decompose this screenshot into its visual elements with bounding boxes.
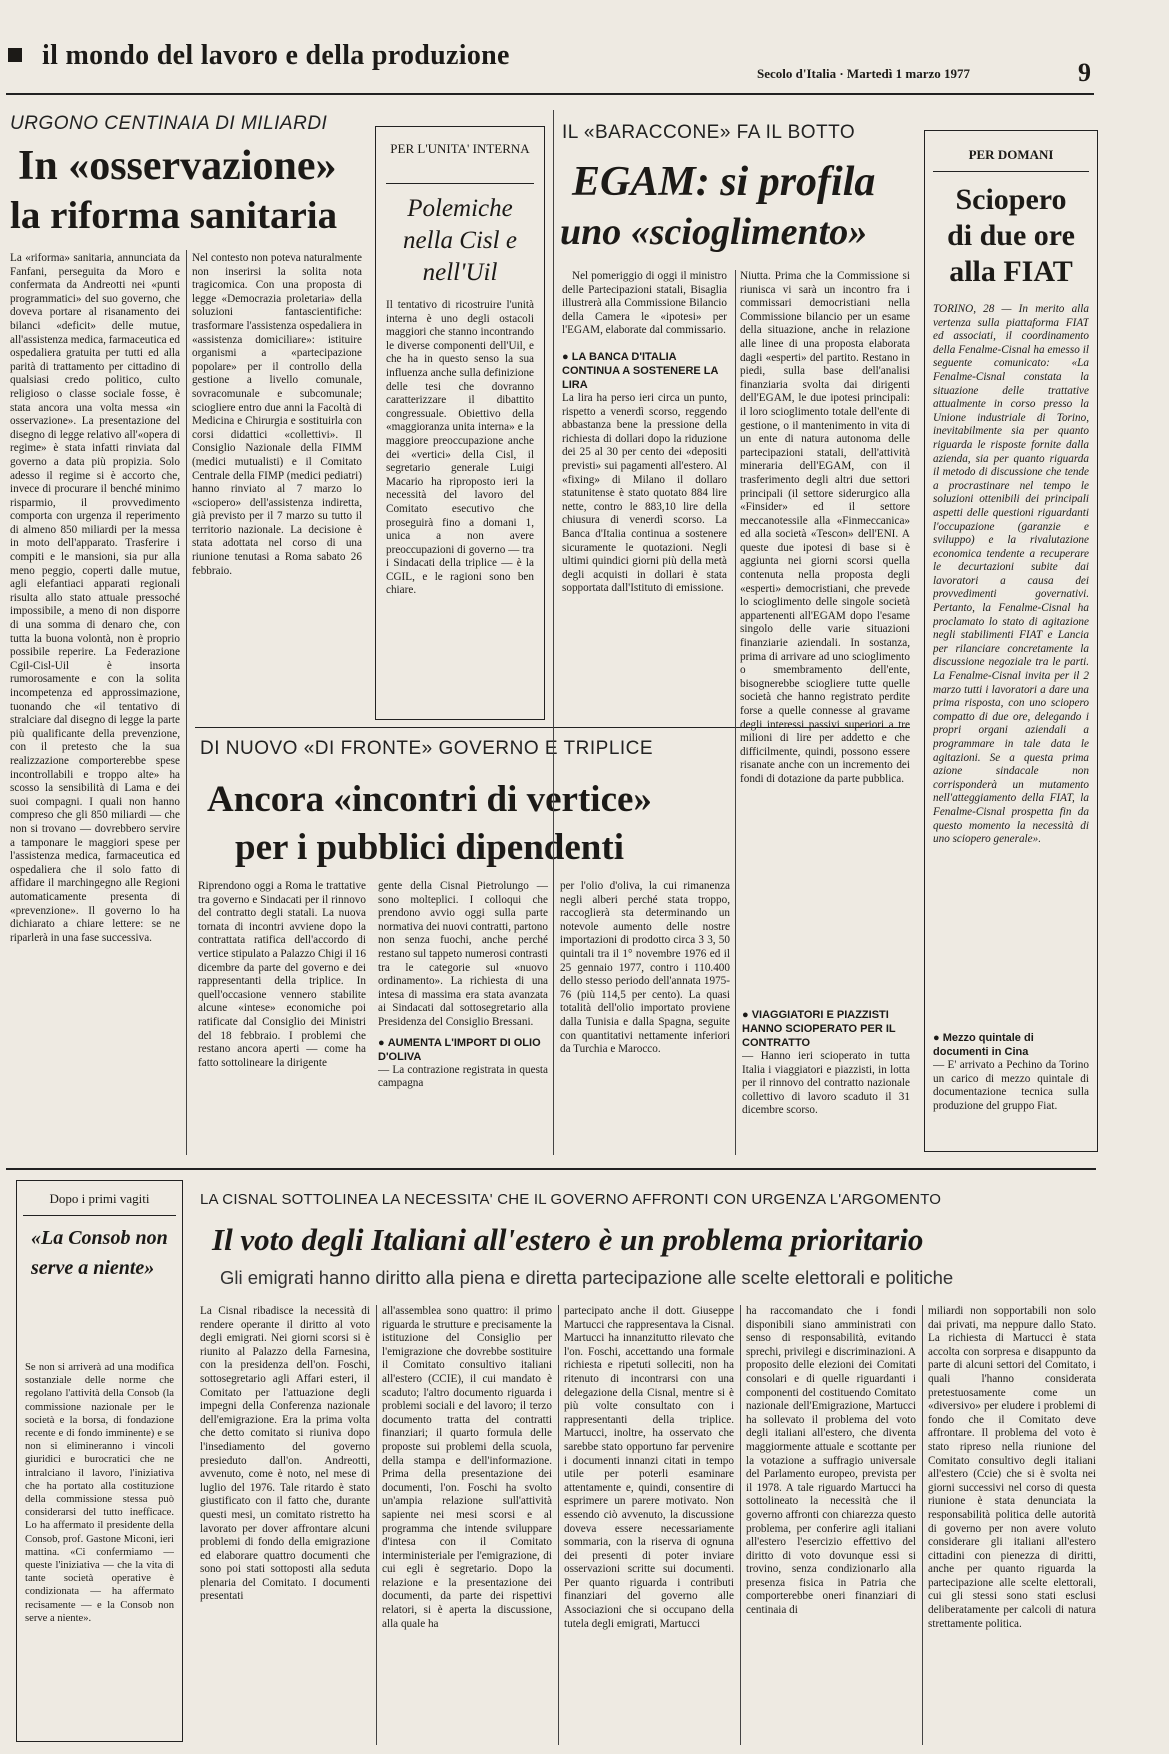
consob-heading: Dopo i primi vagiti <box>49 1191 150 1206</box>
fiat-bullet-body: — E' arrivato a Pechino da Torino un carico di mezzo quintale di documentazione tecnica sulla produzione del gruppo Fiat. <box>933 1059 1089 1112</box>
unita-body: Il tentativo di ricostruire l'unità interna è uno degli ostacoli maggiori che stanno incontrando le diverse componenti dell'Uil, e che ha in questo senso la sua influenza anche sulla definizione delle tesi che dovranno caratterizzare il dibattito congressuale. Obiettivo della «maggioranza unita interna» e la maggiore preoccupazione anche dei «vertici» della Cisl, il segretario generale Luigi Macario ha riproposto ieri la necessità del lavoro del Comitato esecutivo che proseguirà fino a domani 1, unica a non avere preoccupazioni di governo — tra i Sindacati della triplice — è la CGIL, e le ragioni sono ben chiare. <box>386 299 534 597</box>
voto-kicker: LA CISNAL SOTTOLINEA LA NECESSITA' CHE IL GOVERNO AFFRONTI CON URGENZA L'ARGOMENTO <box>200 1191 942 1208</box>
fiat-body: TORINO, 28 — In merito alla vertenza sulla piattaforma FIAT ed associati, il coordinamento della Fenalme-Cisnal ha emesso il seguente comunicato: «La Fenalme-Cisnal constata la situazione delle trattative attualmente in corso presso la Unione industriale di Torino, inevitabilmente sia per quanto riguarda le risposte fornite dalla azienda, sia per quanto riguarda il metodo di discussione che tende a procrastinare nel tempo le soluzioni ottenibili dei principali aspetti delle questioni riguardanti l'occupazione (garanzie e sviluppo) e la rivalutazione economica tendente a recuperare le decurtazioni subite dai lavoratori a causa dei provvedimenti governativi. Pertanto, la Fenalme-Cisnal ha proclamato lo stato di agitazione negli stabilimenti FIAT e Lancia per rilanciare concretamente la discussione negoziale tra le parti. La Fenalme-Cisnal invita per il 2 marzo tutti i lavoratori a dare una prima risposta, con uno sciopero compatto di due ore, delegando i propri organi aziendali a programmare in tale data le agitazioni. Se a questa prima azione sindacale non corrisponderà un mutamento nell'atteggiamento della FIAT, la Fenalme-Cisnal prospetta fin da questo momento la necessità di uno sciopero generale». <box>933 303 1089 846</box>
egam-bullet-head: ● LA BANCA D'ITALIA CONTINUA A SOSTENERE LA LIRA <box>562 350 719 391</box>
voto-subtitle: Gli emigrati hanno diritto alla piena e diretta partecipazione alle scelte elettorali e politiche <box>220 1267 954 1288</box>
unita-box <box>375 126 545 720</box>
egam-title-line1: EGAM: si profila <box>572 159 876 205</box>
voto-column-4: ha raccomandato che i fondi disponibili siano amministrati con senso di responsabilità, evitando sprechi, privilegi e discriminazioni. A proposito delle elezioni dei Comitati consolari e di quelle riguardanti i componenti del costituendo Comitato nazionale dell'Emigrazione, Martucci ha sollevato il problema del voto degli italiani all'estero, che diventa maggiormente attuale e scottante per la votazione a suffragio universale del Parlamento europeo, prevista per il 1978. A tale riguardo Martucci ha sottolineato la necessità che il governo affronti con chiarezza questo problema, per conferire agli italiani all'estero l'esercizio effettivo del diritto di voto dovunque essi si trovino, senza condizionarlo alla presenza fisica in Patria che comporterebbe oneri finanziari di centinaia di <box>746 1305 916 1617</box>
sanita-title-line2: la riforma sanitaria <box>10 194 338 237</box>
sanita-title-line1: In «osservazione» <box>18 143 337 189</box>
voto-column-5: miliardi non sopportabili non solo dai privati, ma neppure dallo Stato. La richiesta di Martucci è stata accolta con sorpresa e disappunto da parte di alcuni settori del Comitato, i quali l'hanno considerata pretestuosamente come un «diversivo» per eludere i problemi di fondo che il Comitato deve affrontare. Il problema del voto è stato ripreso nella riunione del Comitato consultivo degli italiani all'estero (Ccie) che si è svolta nei giorni successivi nel corso di questa riunione è stata denunciata la responsabilità politica delle autorità di governo per non avere voluto considerare gli italiani all'estero cittadini con pienezza di diritti, anche per quanto riguarda la partecipazione alle scelte elettorali, cui gli stessi sono stati esclusi deliberatamente per calcoli di natura strettamente politica. <box>928 1305 1096 1630</box>
egam-intro: Nel pomeriggio di oggi il ministro delle Partecipazioni statali, Bisaglia illustrerà alla Commissione Bilancio della Camera le «ipotesi» per l'EGAM, elaborate dal commissario. <box>562 270 727 337</box>
fiat-title-line1: Sciopero <box>955 183 1067 216</box>
consob-box <box>16 1180 183 1742</box>
voto-column-3: partecipato anche il dott. Giuseppe Martucci che rappresentava la Cisnal. Martucci ha innanzitutto rilevato che l'on. Foschi, accettando una formale richiesta e ripetuti solleciti, non ha ritenuto di incontrarsi con una delegazione della Cisnal, mentre si è più volte consultato con i rappresentanti della triplice. Martucci, inoltre, ha osservato che sarebbe stato opportuno far pervenire i documenti innanzi citati in tempo utile per poterli esaminare attentamente e, quindi, consentire di esprimere un parere motivato. Non essendo ciò avvenuto, la discussione doveva essere necessariamente sommaria, con la riserva di ognuna dei presenti di poter inviare osservazioni scritte sui documenti. Per quanto riguarda i contributi finanziari del governo alle Associazioni che si occupano della tutela degli emigrati, Martucci <box>564 1305 734 1630</box>
bullet-icon: ● <box>562 350 572 363</box>
statali-column-4-text: — Hanno ieri scioperato in tutta Italia i viaggiatori e piazzisti, in lotta per il rinnovo del contratto nazionale collettivo di lavoro scaduto il 31 dicembre scorso. <box>742 1050 910 1117</box>
statali-column-2-text: gente della Cisnal Pietrolungo — sono molteplici. I colloqui che prendono avvio oggi sulla parte normativa dei nuovi contratti, partono non senza fuochi, anche perché restano sul tappeto numerosi contrasti tra le categorie sul «nuovo ordinamento». La richiesta di una intesa di massima era stata avanzata ai Sindacati dal sottosegretario alla Presidenza del Consiglio Bressani. <box>378 880 548 1028</box>
voto-column-2: all'assemblea sono quattro: il primo riguarda le strutture e precisamente la istituzione del Consiglio per l'emigrazione che dovrebbe sostituire il Comitato consultivo italiani all'estero (CCIE), il cui mandato è scaduto; l'altro documento riguarda i problemi sociali e del lavoro; il terzo documento tratta del contratti finanziari; il quarto formula delle proposte sui problemi della scuola, della stampa e dell'informazione. Prima della presentazione dei documenti, l'on. Foschi ha svolto un'ampia relazione sull'attività sapiente nei mesi scorsi e al programma che intende sviluppare d'intesa con il Comitato interministeriale per l'emigrazione, di cui egli è segretario. Dopo la relazione e la presentazione dei documenti, da parte dei rispettivi relatori, si è aperta la discussione, alla quale ha <box>382 1305 552 1630</box>
egam-column-2: Niutta. Prima che la Commissione si riunisca vi sarà un incontro fra i commissari democristiani nella Commissione bilancio per un esame della situazione, anche in relazione alle linee di una proposta elaborata dagli «esperti» del partito. Restano in piedi, sulla base dell'analisi finanziaria svolta dai dirigenti dell'EGAM, le due ipotesi principali: il loro scioglimento totale dell'ente di gestione, o il mantenimento in vita di un ente di natura autonoma delle partecipazioni statali, dell'attività mineraria dell'EGAM, con il trasferimento degli altri due settori principali (il settore siderurgico alla «Finsider» ed il settore meccanotessile alla «Finmeccanica» ed alla società «Tescon» dell'ENI. A queste due ipotesi di base si è aggiunta nei giorni scorsi quella contenuta nella proposta degli «esperti» democristiani, che prevede lo scioglimento delle singole società appartenenti all'EGAM dopo l'esame singolo delle varie situazioni finanziarie aziendali. In sostanza, prima di arrivare ad uno scioglimento o smembramento dell'ente, bisognerebbe sciogliere tutte quelle società che hanno registrato perdite forse a quelle connesse al gravame degli interessi passivi superiori a tre milioni di lire per addetto e che difficilmente, quindi, possono essere risanate anche con un incremento dei fondi di dotazione da parte pubblica. <box>740 270 910 785</box>
statali-column-4-head: ● VIAGGIATORI E PIAZZISTI HANNO SCIOPERATO PER IL CONTRATTO <box>742 1009 896 1049</box>
fiat-bullet-head: ● Mezzo quintale di documenti in Cina <box>933 1032 1034 1058</box>
masthead-date: Secolo d'Italia · Martedì 1 marzo 1977 <box>757 66 971 81</box>
consob-title: «La Consob non serve a niente» <box>31 1227 168 1279</box>
section-marker-icon <box>8 48 22 62</box>
statali-kicker: DI NUOVO «DI FRONTE» GOVERNO E TRIPLICE <box>200 738 654 759</box>
sanita-kicker: URGONO CENTINAIA DI MILIARDI <box>10 113 328 134</box>
egam-title-line2: uno «scioglimento» <box>560 211 868 253</box>
statali-bullet-body: — La contrazione registrata in questa campagna <box>378 1063 548 1090</box>
fiat-box <box>924 130 1098 1152</box>
section-title: il mondo del lavoro e della produzione <box>42 40 510 71</box>
fiat-heading: PER DOMANI <box>968 147 1054 162</box>
page-number: 9 <box>1078 58 1091 87</box>
egam-bullet <box>562 350 727 596</box>
statali-bullet-head: ● AUMENTA L'IMPORT DI OLIO D'OLIVA <box>378 1036 541 1063</box>
bullet-icon: ● <box>378 1036 388 1049</box>
sanita-column-1: La «riforma» sanitaria, annunciata da Fanfani, perseguita da Moro e confermata da Andreotti nei «punti programmatici» del suo governo, che doveva portare al risanamento dei bilanci «deficit» delle mutue, all'assistenza medica, farmaceutica ed ospedaliera gratuita per tutti ed alla parità di trattamento per cittadino di qualsiasi credo politico, culto religioso o classe sociale fosse, è stata ancora una volta messa «in osservazione». La presentazione del disegno di legge relativo all'«opera di regime» è stata infatti rinviata dal governo a data più propizia. Solo adesso il regime si è accorto che, invece di procurare il benché minimo risparmio, il provvedimento comporta con urgenza il reperimento di almeno 850 miliardi per la messa in moto dell'apparato. Trasferire i compiti e le mansioni, sia pur alla meno peggio, coperti dalle mutue, agli elefantiaci apparati regionali risulta allo stato attuale pressoché impossibile, a meno di non disporre di una somma di denaro che, con tutta la buona volontà, non è proprio possibile reperire. La Federazione Cgil-Cisl-Uil è insorta rumorosamente e con la solita incompetenza ed approssimazione, tuonando che «il tentativo di stralciare dal disegno di legge la parte più qualificante della prevenzione, con il pretesto che la sua realizzazione comporterebbe spese incontrollabili e troppo alte» ha scosso la sensibilità di Lama e dei suoi compagni. I quali non hanno compreso che gli 850 miliardi — che non si trovano — dovrebbero servire a tamponare le maggiori spese per l'assistenza medica, farmaceutica ed ospedaliera che il solo fatto di affidare il marchingegno alle Regioni automaticamente presenta di «prevenzione». Il governo lo ha dichiarato a chiare lettere: se ne riparlerà in una fase successiva. <box>10 252 180 944</box>
sanita-column-2: Nel contesto non poteva naturalmente non inserirsi la solita nota tragicomica. Con una proposta di legge «Democrazia proletaria» della soluzioni fantascientifiche: trasformare l'assistenza ospedaliera in «assistenza domiciliare»: istituire organismi a «partecipazione popolare» per il controllo della gestione a livello comunale, sovracomunale e subcomunale; sciogliere entro due anni la Facoltà di Medicina e Chirurgia e sostituirla con corsi didattici «collettivi». Il Consiglio Nazionale della FIMM (medici mutualisti) e il Comitato Centrale della FIMP (medici pediatri) hanno rinviato al 7 marzo lo «sciopero» dell'assistenza indiretta, già previsto per il 7 marzo su tutto il territorio nazionale. La decisione è stata adottata nel corso di una riunione tenutasi a Roma sabato 26 febbraio. <box>192 252 362 577</box>
masthead <box>0 0 1169 96</box>
egam-kicker: IL «BARACCONE» FA IL BOTTO <box>562 122 856 143</box>
unita-title: Polemiche nella Cisl e nell'Uil <box>403 195 517 286</box>
egam-column-1 <box>562 270 727 690</box>
voto-title: Il voto degli Italiani all'estero è un problema prioritario <box>212 1222 924 1257</box>
statali-title-line1: Ancora «incontri di vertice» <box>207 779 652 820</box>
statali-column-4 <box>742 1008 910 1148</box>
fiat-bullet <box>933 1031 1089 1141</box>
egam-bullet-body: La lira ha perso ieri circa un punto, rispetto a venerdì scorso, reggendo abbastanza bene la pressione della richiesta di dollari dopo la riduzione dei 25 al 30 per cento dei «depositi previsti» sui pagamenti all'estero. Al «fixing» di Milano il dollaro statunitense è stato quotato 884 lire nette, contro le 883,10 lire della chiusura di venerdì scorso. La Banca d'Italia continua a sostenere sicuramente le quotazioni. Negli ultimi quindici giorni più della metà degli acquisti in dollari è stata sopportata dall'Istituto di emissione. <box>562 391 727 595</box>
bullet-icon: ● <box>742 1009 752 1021</box>
fiat-title-line3: alla FIAT <box>949 255 1073 288</box>
statali-column-1: Riprendono oggi a Roma le trattative tra governo e Sindacati per il rinnovo del contratto degli statali. La nuova tornata di incontri avviene dopo la contrattata ratifica dell'accordo di vertice stipulato a Palazzo Chigi il 16 dicembre da parte del governo e dei rappresentanti della triplice. In quell'occasione vennero stabilite alcune «intese» economiche poi ratificate dal Consiglio dei Ministri del 18 febbraio. I problemi che restano ancora aperti — come ha fatto sottolineare la dirigente <box>198 880 366 1069</box>
statali-column-3: per l'olio d'oliva, la cui rimanenza negli alberi perché stata troppo, raccoglierà sta determinando un notevole aumento delle nostre importazioni di prodotto circa 3 3, 50 quintali tra il 1° novembre 1976 ed il 25 gennaio 1977, contro i 110.400 dello stesso periodo dell'annata 1975-76 (più 114,5 per cento). La quasi totalità dell'olio importato proviene dalla Tunisia e dalla Spagna, seguite con quantitativi nettamente inferiori da Turchia e Marocco. <box>560 880 730 1056</box>
statali-title-line2: per i pubblici dipendenti <box>235 827 624 868</box>
fiat-title-line2: di due ore <box>947 219 1075 252</box>
bullet-icon: ● <box>933 1032 943 1044</box>
unita-heading: PER L'UNITA' INTERNA <box>390 141 530 156</box>
voto-column-1: La Cisnal ribadisce la necessità di rendere operante il diritto al voto degli emigrati. Nei giorni scorsi si è riunito al Palazzo della Farnesina, con la presidenza dell'on. Foschi, sottosegretario agli Affari esteri, il Comitato per l'attuazione degli impegni della Conferenza nazionale dell'emigrazione. Era la prima volta che detto comitato si riuniva dopo l'insediamento del governo presieduto dall'on. Andreotti, avvenuto, come è noto, nel mese di luglio del 1976. Tale ritardo è stato giustificato con il fatto che, durante questi mesi, un comitato ristretto ha lavorato per dover affrontare alcuni problemi di fondo della emigrazione ed elaborare quattro documenti che sono poi stati sottoposti alla seduta plenaria del Comitato. I documenti presentati <box>200 1305 370 1603</box>
consob-body: Se non si arriverà ad una modifica sostanziale delle norme che regolano l'attività della Consob (la commissione nazionale per le società e la borsa, di fondazione recente e di fondo imminente) e se non si elimineranno i vincoli giuridici e burocratici che ne intralciano il lavoro, l'iniziativa che ha portato alla costituzione della commissione stessa può considerarsi del tutto inefficace. Lo ha affermato il presidente della Consob, prof. Gastone Miconi, ieri mattina. «Ci confermiamo — queste l'iniziativa — che la vita di tante società operative è condizionata — ha affermato recisamente — e la Consob non serve a niente». <box>25 1362 174 1624</box>
statali-column-2 <box>378 880 548 1148</box>
